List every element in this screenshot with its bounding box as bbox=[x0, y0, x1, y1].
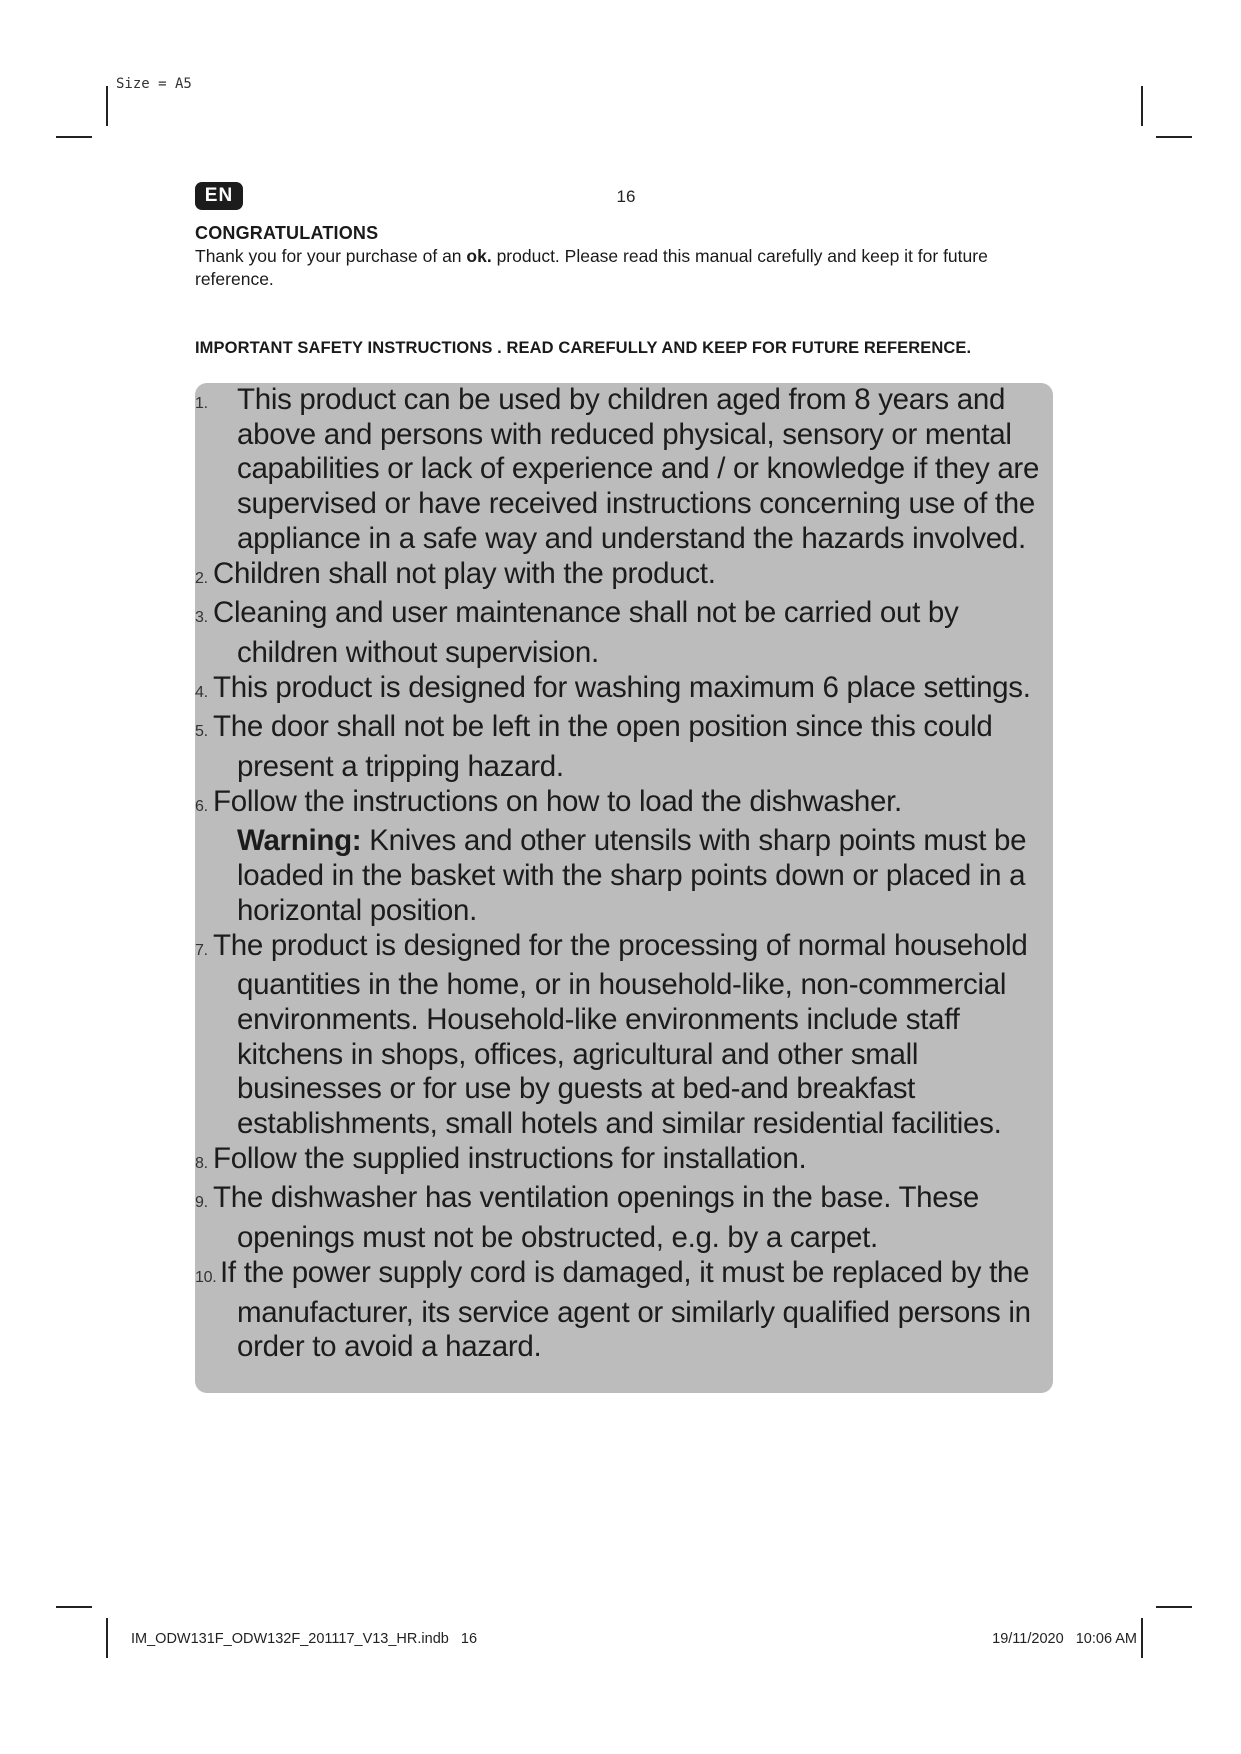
safety-instructions-list bbox=[195, 383, 1055, 1365]
crop-mark-top-right bbox=[1141, 86, 1143, 126]
safety-item-4 bbox=[195, 671, 1055, 711]
safety-item-7 bbox=[195, 929, 1055, 1142]
intro-text-before: Thank you for your purchase of an bbox=[195, 246, 467, 266]
item-text: The product is designed for the processing of normal household quantities in the home, or in household-like, non-commercial environments. Household-like environments include staff kitchens in shops, offices, agricultural and other small businesses or for use by guests at bed-and breakfast establishments, small hotels and similar residential facilities. bbox=[213, 928, 1028, 1141]
item-text: Cleaning and user maintenance shall not be carried out by children without supervision. bbox=[213, 596, 959, 669]
safety-item-8 bbox=[195, 1142, 1055, 1182]
item-text: This product is designed for washing maximum 6 place settings. bbox=[213, 670, 1031, 704]
safety-item-10 bbox=[195, 1256, 1055, 1365]
crop-mark-top-left bbox=[106, 86, 108, 126]
item-number: 6. bbox=[195, 797, 208, 815]
crop-mark-bottom-right-h bbox=[1156, 1606, 1192, 1608]
safety-item-6 bbox=[195, 785, 1055, 929]
language-badge: EN bbox=[195, 182, 243, 210]
item-number: 9. bbox=[195, 1194, 208, 1212]
crop-mark-top-right-h bbox=[1156, 136, 1192, 138]
footer-timestamp: 19/11/2020 10:06 AM bbox=[992, 1631, 1137, 1647]
item-number: 7. bbox=[195, 941, 208, 959]
safety-item-5 bbox=[195, 710, 1055, 784]
page-number: 16 bbox=[616, 187, 636, 206]
item-number: 5. bbox=[195, 723, 208, 741]
crop-mark-bottom-right bbox=[1141, 1618, 1143, 1658]
item-text: The dishwasher has ventilation openings in the base. These openings must not be obstructed, e.g. by a carpet. bbox=[213, 1181, 979, 1255]
item-text: Children shall not play with the product. bbox=[213, 556, 716, 590]
safety-item-9 bbox=[195, 1181, 1055, 1255]
warning-label: Warning: bbox=[237, 824, 362, 858]
congratulations-title: CONGRATULATIONS bbox=[195, 223, 379, 243]
brand-name: ok. bbox=[466, 246, 492, 266]
item-number: 4. bbox=[195, 683, 208, 701]
item-number: 8. bbox=[195, 1154, 208, 1172]
crop-mark-bottom-left-h bbox=[56, 1606, 92, 1608]
footer-file-name: IM_ODW131F_ODW132F_201117_V13_HR.indb 16 bbox=[131, 1631, 478, 1647]
warning-text: Knives and other utensils with sharp points must be loaded in the basket with the sharp points down or placed in a horizontal position. bbox=[237, 824, 1027, 927]
page-size-slug: Size = A5 bbox=[116, 76, 192, 92]
item-number: 3. bbox=[195, 609, 208, 627]
intro-text-after: product. Please read this manual carefully and keep it for future reference. bbox=[195, 246, 988, 289]
item-number: 1. bbox=[195, 395, 208, 412]
safety-item-3 bbox=[195, 596, 1055, 670]
item-text: Follow the supplied instructions for installation. bbox=[213, 1141, 807, 1175]
safety-item-1 bbox=[195, 383, 1055, 557]
safety-heading: IMPORTANT SAFETY INSTRUCTIONS . READ CAREFULLY AND KEEP FOR FUTURE REFERENCE. bbox=[195, 339, 972, 357]
item-text: If the power supply cord is damaged, it must be replaced by the manufacturer, its service agent or similarly qualified persons in order to avoid a hazard. bbox=[220, 1255, 1031, 1364]
item-text: Follow the instructions on how to load the dishwasher. bbox=[213, 784, 902, 818]
safety-item-2 bbox=[195, 557, 1055, 597]
intro-paragraph bbox=[195, 245, 1055, 291]
item-text: The door shall not be left in the open position since this could present a tripping hazard. bbox=[213, 710, 993, 784]
item-text: This product can be used by children aged from 8 years and above and persons with reduced physical, sensory or mental capabilities or lack of experience and / or knowledge if they are supervised or have received instructions concerning use of the appliance in a safe way and understand the hazards involved. bbox=[237, 383, 1040, 555]
crop-mark-top-left-h bbox=[56, 136, 92, 138]
item-number: 10. bbox=[195, 1268, 217, 1286]
crop-mark-bottom-left bbox=[106, 1618, 108, 1658]
warning-note bbox=[237, 824, 1055, 928]
item-number: 2. bbox=[195, 569, 208, 587]
